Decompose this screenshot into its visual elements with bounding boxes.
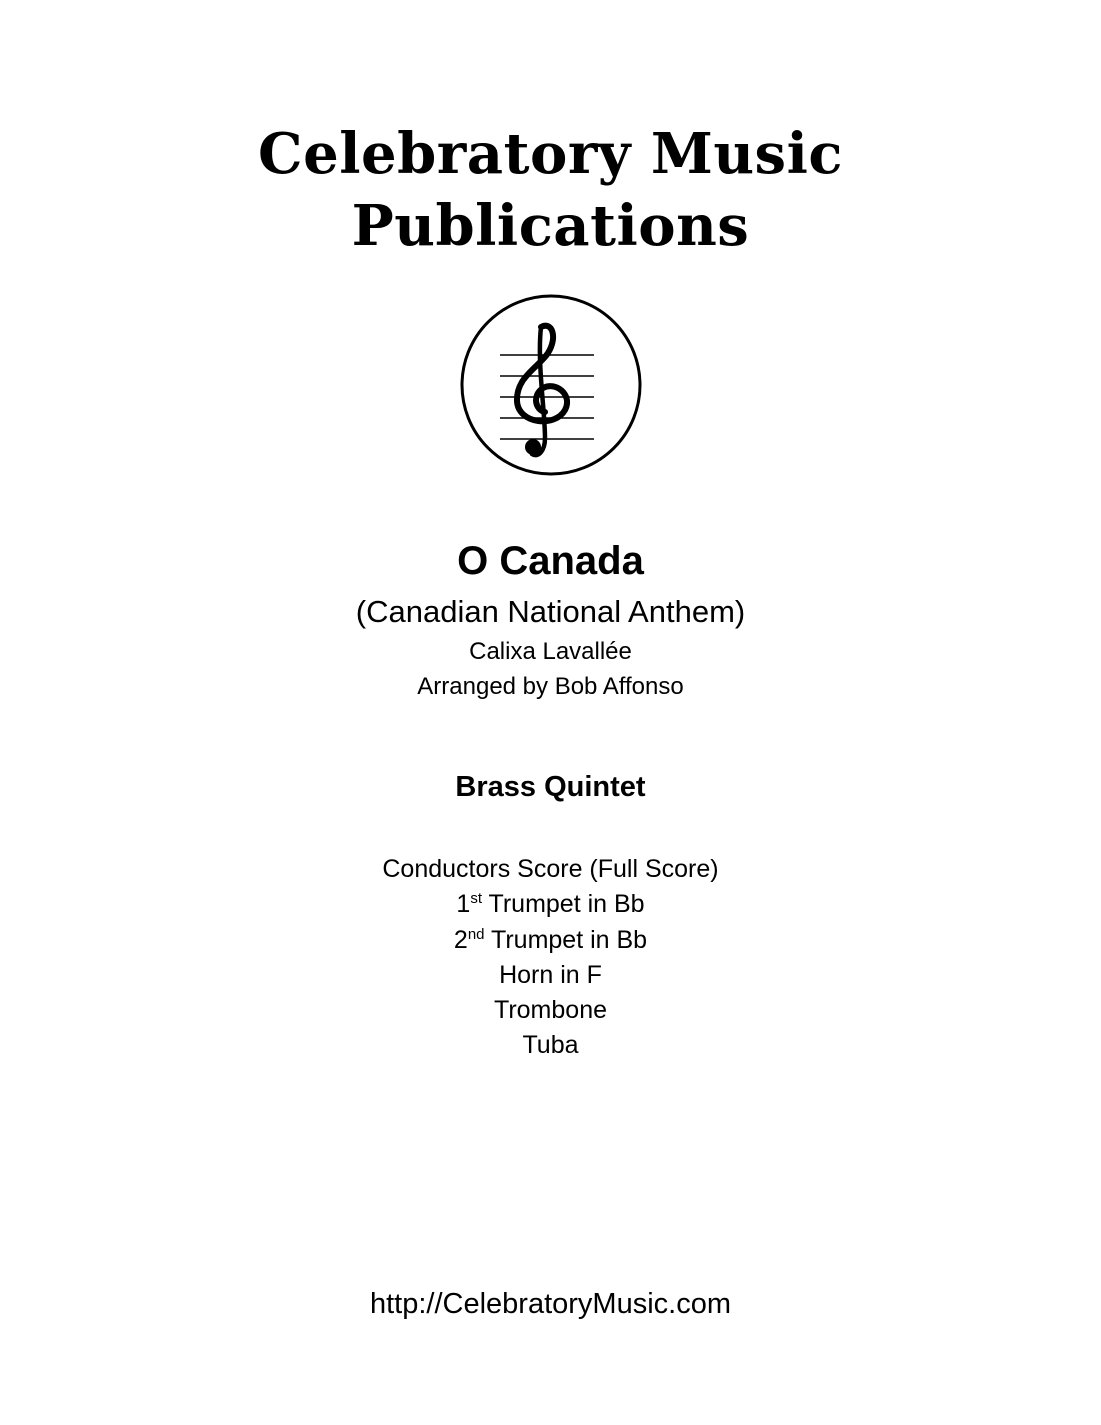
composer: Calixa Lavallée [469,638,632,665]
parts-list [0,852,1101,1064]
part-item: Conductors Score (Full Score) [382,855,719,883]
piece-subtitle: (Canadian National Anthem) [355,594,746,629]
website-url: http://CelebratoryMusic.com [369,1288,731,1320]
part-item: Trombone [493,996,607,1025]
ensemble-heading: Brass Quintet [455,771,646,803]
arranger: Arranged by Bob Affonso [417,673,684,700]
publisher-line-1: Celebratory Music [258,121,843,187]
part-item: 2nd Trumpet in Bb [453,925,648,954]
part-item: Tuba [522,1031,579,1060]
part-item: Horn in F [499,960,602,989]
publisher-name [0,118,1101,262]
piece-title: O Canada [457,539,644,583]
publisher-logo [459,293,643,477]
part-item: 1st Trumpet in Bb [456,890,645,919]
publisher-line-2: Publications [351,193,750,259]
treble-clef-icon [459,293,643,477]
